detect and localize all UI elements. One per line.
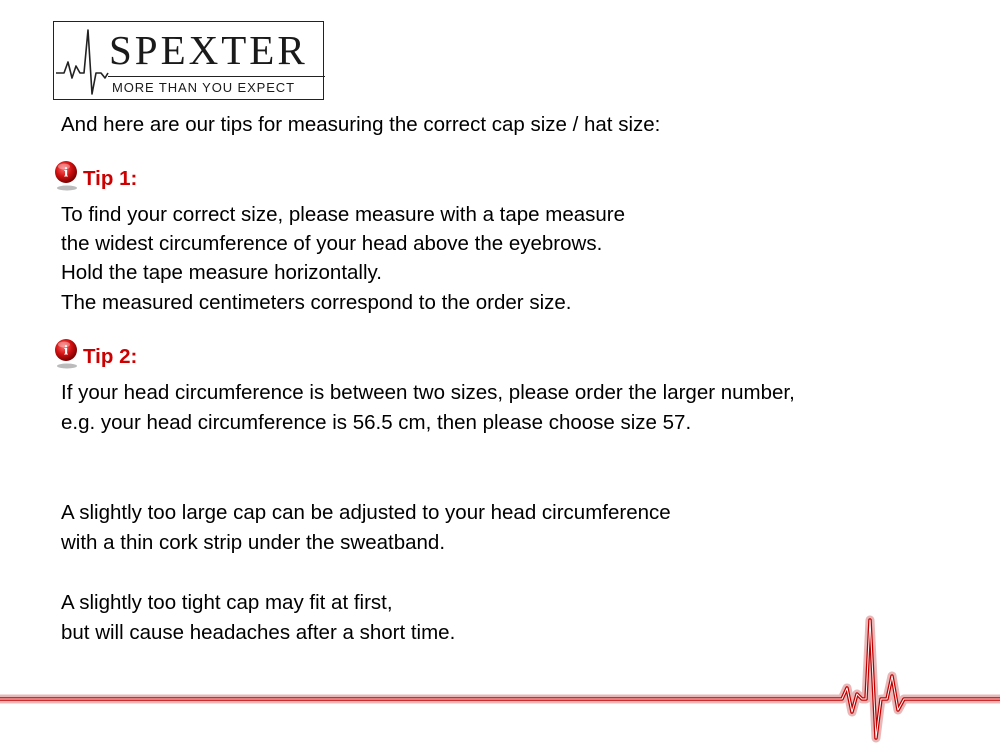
- tip-1-line: Hold the tape measure horizontally.: [61, 261, 382, 284]
- logo-divider: [108, 76, 325, 77]
- tip-1-line: The measured centimeters correspond to the order size.: [61, 291, 572, 314]
- tip-1-line: the widest circumference of your head above the eyebrows.: [61, 232, 603, 255]
- info-icon: [53, 160, 81, 192]
- note-line: but will cause headaches after a short time.: [61, 621, 456, 644]
- intro-text: And here are our tips for measuring the correct cap size / hat size:: [61, 113, 661, 136]
- logo-wordmark: SPEXTER: [109, 27, 308, 73]
- tip-2-line: e.g. your head circumference is 56.5 cm, then please choose size 57.: [61, 411, 692, 434]
- svg-text:i: i: [63, 343, 69, 358]
- tip-1-label: Tip 1:: [83, 167, 138, 190]
- tip-2-label: Tip 2:: [83, 345, 138, 368]
- note-line: A slightly too large cap can be adjusted to your head circumference: [61, 501, 671, 524]
- tip-2-line: If your head circumference is between two sizes, please order the larger number,: [61, 381, 795, 404]
- svg-text:i: i: [63, 165, 69, 180]
- tip-1-line: To find your correct size, please measure with a tape measure: [61, 203, 626, 226]
- heartbeat-wave: [0, 610, 1000, 750]
- logo-tagline: MORE THAN YOU EXPECT: [112, 80, 295, 95]
- info-icon: [53, 338, 81, 370]
- note-line: A slightly too tight cap may fit at first,: [61, 591, 393, 614]
- spexter-logo: [53, 21, 324, 100]
- note-line: with a thin cork strip under the sweatband.: [61, 531, 446, 554]
